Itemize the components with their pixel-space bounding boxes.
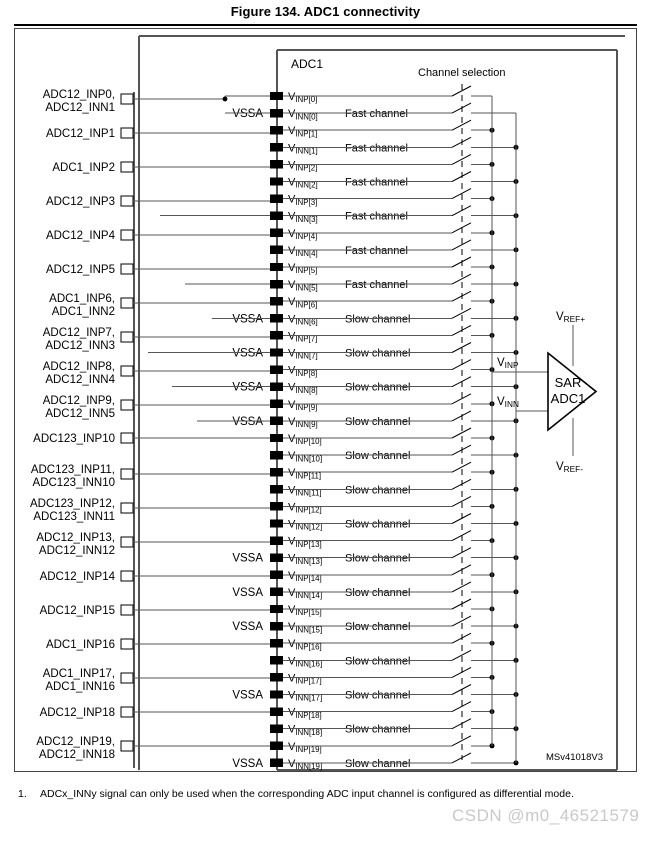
channel-speed-label: Slow channel bbox=[345, 723, 411, 736]
svg-text:VINN[5]: $V_{INN[5]}$ bbox=[288, 279, 318, 293]
adc-port-vinp bbox=[270, 502, 283, 510]
vinn-label bbox=[288, 177, 318, 190]
pin-pad bbox=[121, 196, 133, 206]
vinp-label bbox=[288, 536, 322, 549]
adc-port-vinn bbox=[270, 519, 283, 527]
vssa-label: VSSA bbox=[232, 347, 263, 360]
vrefp-label bbox=[556, 311, 585, 324]
vssa-label: VSSA bbox=[232, 586, 263, 599]
svg-text:VINN[2]: $V_{INN[2]}$ bbox=[288, 176, 318, 190]
channel-speed-label: Slow channel bbox=[345, 552, 411, 565]
vinn-label bbox=[288, 279, 318, 292]
vinn-label bbox=[288, 690, 322, 703]
pin-label-secondary: ADC123_INN10 bbox=[32, 477, 115, 489]
pin-pad bbox=[121, 264, 133, 274]
pin-label-secondary: ADC1_INN16 bbox=[45, 681, 115, 693]
vinp-label bbox=[288, 194, 317, 207]
adc-port-vinn bbox=[270, 451, 283, 459]
pin-label: ADC12_INP13, bbox=[36, 532, 115, 544]
switch-blade-inn bbox=[452, 753, 471, 763]
pin-label: ADC1_INP2 bbox=[52, 162, 115, 174]
switch-blade-inn bbox=[452, 445, 471, 455]
svg-text:VINN[0]: $V_{INN[0]}$ bbox=[288, 108, 318, 122]
svg-text:VINP[8]: $V_{INP[8]}$ bbox=[288, 364, 318, 378]
svg-text:VINP[16]: $V_{INP[16]}$ bbox=[288, 638, 322, 652]
svg-text:VINN[7]: $V_{INN[7]}$ bbox=[288, 347, 318, 361]
adc-port-vinp bbox=[270, 263, 283, 271]
adc-port-vinp bbox=[270, 229, 283, 237]
svg-text:VINN[14]: $V_{INN[14]}$ bbox=[288, 586, 323, 601]
vinn-label bbox=[288, 587, 322, 600]
vinn-label bbox=[288, 108, 318, 121]
vssa-label: VSSA bbox=[232, 689, 263, 702]
adc-port-vinp bbox=[270, 434, 283, 442]
vinn-label bbox=[288, 382, 318, 395]
pin-pad bbox=[121, 571, 133, 581]
channel-speed-label: Slow channel bbox=[345, 313, 411, 326]
pin-label: ADC1_INP6, bbox=[49, 293, 115, 305]
svg-text:VINP[0]: $V_{INP[0]}$ bbox=[288, 91, 318, 105]
pin-label: ADC12_INP1 bbox=[45, 128, 115, 140]
vinp-label bbox=[288, 501, 322, 514]
vrefn-label bbox=[556, 461, 583, 474]
pin-pad bbox=[121, 605, 133, 615]
vinn-label bbox=[288, 724, 322, 737]
vinp-label bbox=[288, 672, 322, 685]
adc-port-vinn bbox=[270, 417, 283, 425]
pin-label: ADC12_INP0, bbox=[42, 89, 115, 101]
vinp-label bbox=[288, 91, 317, 104]
adc-port-vinp bbox=[270, 297, 283, 305]
switch-blade-inp bbox=[452, 599, 471, 609]
vinn-label bbox=[288, 245, 318, 258]
pin-label-secondary: ADC12_INN12 bbox=[38, 545, 115, 557]
adc-port-vinn bbox=[270, 348, 283, 356]
channel-speed-label: Fast channel bbox=[345, 279, 408, 292]
svg-text:VINN[3]: $V_{INN[3]}$ bbox=[288, 210, 318, 224]
svg-text:VINP[13]: $V_{INP[13]}$ bbox=[288, 535, 322, 549]
adc-port-vinn bbox=[270, 246, 283, 254]
adc-port-vinn bbox=[270, 622, 283, 630]
vinp-label bbox=[288, 330, 317, 343]
svg-text:VINP[18]: $V_{INP[18]}$ bbox=[288, 706, 322, 720]
vssa-label: VSSA bbox=[232, 108, 263, 121]
svg-text:VINP[10]: $V_{INP[10]}$ bbox=[288, 433, 322, 447]
pin-label-secondary: ADC12_INN5 bbox=[45, 408, 115, 420]
svg-text:VINP[6]: $V_{INP[6]}$ bbox=[288, 296, 318, 310]
channel-speed-label: Slow channel bbox=[345, 450, 411, 463]
pin-label: ADC1_INP17, bbox=[42, 668, 115, 680]
footnote-number: 1. bbox=[18, 788, 27, 800]
channel-speed-label: Slow channel bbox=[345, 586, 411, 599]
svg-text:VINP[9]: $V_{INP[9]}$ bbox=[288, 398, 318, 412]
adc-port-vinp bbox=[270, 605, 283, 613]
svg-text:VREF+: VREF+ bbox=[556, 311, 586, 325]
svg-text:VINN[13]: $V_{INN[13]}$ bbox=[288, 552, 323, 566]
adc-port-vinp bbox=[270, 126, 283, 134]
vinn-label bbox=[288, 484, 322, 497]
svg-text:VINN[4]: $V_{INN[4]}$ bbox=[288, 244, 318, 259]
svg-text:VREF-: VREF- bbox=[556, 461, 583, 475]
adc-port-vinp bbox=[270, 536, 283, 544]
figure-code: MSv41018V3 bbox=[545, 752, 603, 763]
pin-label-secondary: ADC12_INN3 bbox=[45, 340, 115, 352]
pin-label-secondary: ADC1_INN2 bbox=[51, 306, 115, 318]
pin-label: ADC123_INP10 bbox=[33, 433, 115, 445]
pin-label: ADC12_INP14 bbox=[39, 571, 115, 583]
adc-port-vinn bbox=[270, 759, 283, 767]
channel-speed-label: Slow channel bbox=[345, 381, 411, 394]
vinn-label bbox=[288, 655, 322, 668]
svg-text:VINN[15]: $V_{INN[15]}$ bbox=[288, 621, 323, 635]
pin-pad bbox=[121, 433, 133, 443]
adc-port-vinp bbox=[270, 571, 283, 579]
pin-label: ADC1_INP16 bbox=[45, 639, 115, 651]
svg-text:VINP[3]: $V_{INP[3]}$ bbox=[288, 193, 318, 207]
channel-speed-label: Fast channel bbox=[345, 108, 408, 121]
svg-text:VINP[17]: $V_{INP[17]}$ bbox=[288, 672, 322, 686]
pin-label: ADC12_INP5 bbox=[45, 264, 115, 276]
adc-port-vinp bbox=[270, 707, 283, 715]
adc-port-vinn bbox=[270, 554, 283, 562]
vinp-label bbox=[288, 638, 322, 651]
channel-speed-label: Slow channel bbox=[345, 347, 411, 360]
adc-port-vinp bbox=[270, 92, 283, 100]
svg-text:VINP: VINP bbox=[497, 357, 519, 371]
adc-port-vinn bbox=[270, 690, 283, 698]
svg-text:VINP[14]: $V_{INP[14]}$ bbox=[288, 569, 322, 583]
svg-text:VINP[19]: $V_{INP[19]}$ bbox=[288, 740, 322, 754]
svg-text:VINP[12]: $V_{INP[12]}$ bbox=[288, 501, 322, 515]
vinn-label bbox=[288, 211, 318, 224]
vinp-label bbox=[288, 262, 317, 275]
adc-port-vinn bbox=[270, 485, 283, 493]
pin-pad bbox=[121, 537, 133, 547]
pin-pad bbox=[121, 639, 133, 649]
svg-text:VINP[5]: $V_{INP[5]}$ bbox=[288, 262, 318, 276]
watermark: CSDN @m0_46521579 bbox=[452, 806, 640, 825]
vinp-label bbox=[288, 159, 317, 172]
vinp-label bbox=[288, 399, 317, 412]
vinn-label bbox=[288, 348, 318, 361]
svg-text:VINN[11]: $V_{INN[11]}$ bbox=[288, 484, 322, 498]
channel-speed-label: Slow channel bbox=[345, 621, 411, 634]
svg-text:VINN[18]: $V_{INN[18]}$ bbox=[288, 723, 323, 737]
adc-port-vinn bbox=[270, 212, 283, 220]
pin-pad bbox=[121, 503, 133, 513]
adc-port-vinp bbox=[270, 673, 283, 681]
sar-label-line1: SAR bbox=[554, 375, 582, 390]
svg-text:VINN: VINN bbox=[497, 396, 519, 410]
pin-pad bbox=[121, 469, 133, 479]
svg-text:VINN[16]: $V_{INN[16]}$ bbox=[288, 655, 323, 669]
switch-blade-inn bbox=[452, 137, 471, 147]
vinp-label bbox=[288, 741, 322, 754]
pin-label: ADC12_INP18 bbox=[39, 707, 115, 719]
pin-wire-junction bbox=[223, 97, 228, 102]
adc-port-vinn bbox=[270, 177, 283, 185]
vinn-label bbox=[288, 553, 322, 566]
svg-text:VINP[15]: $V_{INP[15]}$ bbox=[288, 604, 322, 618]
adc-port-vinn bbox=[270, 383, 283, 391]
pin-label: ADC12_INP3 bbox=[45, 196, 115, 208]
adc-port-vinp bbox=[270, 639, 283, 647]
vssa-label: VSSA bbox=[232, 757, 263, 770]
pin-pad bbox=[121, 162, 133, 172]
svg-text:VINN[8]: $V_{INN[8]}$ bbox=[288, 381, 318, 395]
pin-pad bbox=[121, 673, 133, 683]
svg-text:VINN[17]: $V_{INN[17]}$ bbox=[288, 689, 323, 703]
pin-label: ADC12_INP8, bbox=[42, 361, 115, 373]
svg-text:VINN[6]: $V_{INN[6]}$ bbox=[288, 313, 318, 327]
adc-block-title: ADC1 bbox=[291, 57, 324, 71]
adc-port-vinn bbox=[270, 280, 283, 288]
svg-text:VINN[9]: $V_{INN[9]}$ bbox=[288, 415, 318, 430]
channel-speed-label: Fast channel bbox=[345, 142, 408, 155]
svg-text:VINN[12]: $V_{INN[12]}$ bbox=[288, 518, 323, 532]
pin-pad bbox=[121, 94, 133, 104]
vinp-label bbox=[288, 570, 322, 583]
adc-port-vinp bbox=[270, 160, 283, 168]
channel-speed-label: Slow channel bbox=[345, 689, 411, 702]
pin-label: ADC12_INP4 bbox=[45, 230, 115, 242]
pin-label-secondary: ADC12_INN1 bbox=[45, 102, 115, 114]
svg-text:VINN[19]: $V_{INN[19]}$ bbox=[288, 757, 323, 772]
svg-text:VINP[1]: $V_{INP[1]}$ bbox=[288, 125, 318, 139]
page-title: Figure 134. ADC1 connectivity bbox=[230, 4, 421, 19]
vinn-label bbox=[288, 416, 318, 429]
svg-text:VINN[1]: $V_{INN[1]}$ bbox=[288, 142, 318, 156]
adc-port-vinn bbox=[270, 143, 283, 151]
vinn-label bbox=[288, 758, 322, 771]
vinp-label bbox=[288, 296, 317, 309]
vinn-label bbox=[288, 450, 322, 463]
vinp-label bbox=[288, 125, 317, 138]
vinp-label bbox=[288, 433, 322, 446]
vssa-label: VSSA bbox=[232, 552, 263, 565]
vinp-label bbox=[288, 365, 317, 378]
vssa-label: VSSA bbox=[232, 415, 263, 428]
svg-text:VINP[7]: $V_{INP[7]}$ bbox=[288, 330, 318, 344]
adc-port-vinn bbox=[270, 314, 283, 322]
channel-speed-label: Fast channel bbox=[345, 244, 408, 257]
sar-label-line2: ADC1 bbox=[550, 391, 586, 406]
pin-pad bbox=[121, 366, 133, 376]
vinp-label bbox=[288, 707, 322, 720]
channel-speed-label: Slow channel bbox=[345, 415, 411, 428]
channel-speed-label: Slow channel bbox=[345, 484, 411, 497]
svg-text:VINN[10]: $V_{INN[10]}$ bbox=[288, 450, 323, 464]
svg-text:VINP[11]: $V_{INP[11]}$ bbox=[288, 467, 322, 481]
pin-label: ADC12_INP9, bbox=[42, 395, 115, 407]
pin-pad bbox=[121, 400, 133, 410]
svg-text:VINP[4]: $V_{INP[4]}$ bbox=[288, 227, 318, 241]
pin-pad bbox=[121, 332, 133, 342]
pin-label-secondary: ADC123_INN11 bbox=[33, 511, 115, 523]
adc-port-vinp bbox=[270, 468, 283, 476]
channel-speed-label: Fast channel bbox=[345, 210, 408, 223]
vssa-label: VSSA bbox=[232, 381, 263, 394]
channel-selection-label: Channel selection bbox=[418, 67, 506, 79]
adc-port-vinp bbox=[270, 331, 283, 339]
vinn-label bbox=[288, 313, 318, 326]
adc-port-vinn bbox=[270, 588, 283, 596]
vssa-label: VSSA bbox=[232, 313, 263, 326]
pin-label: ADC123_INP12, bbox=[29, 498, 115, 510]
pin-label-secondary: ADC12_INN4 bbox=[45, 374, 115, 386]
pin-pad bbox=[121, 707, 133, 717]
svg-text:VINP[2]: $V_{INP[2]}$ bbox=[288, 159, 318, 173]
pin-pad bbox=[121, 298, 133, 308]
pin-pad bbox=[121, 128, 133, 138]
vinn-label bbox=[288, 142, 318, 155]
footnote-text: ADCx_INNy signal can only be used when the corresponding ADC input channel is configured as differential mode. bbox=[40, 788, 574, 800]
vinp-label bbox=[288, 228, 317, 241]
adc-port-vinp bbox=[270, 365, 283, 373]
adc-port-vinp bbox=[270, 742, 283, 750]
pin-label: ADC12_INP7, bbox=[42, 327, 115, 339]
channel-speed-label: Fast channel bbox=[345, 176, 408, 189]
vinp-label bbox=[288, 467, 321, 480]
adc-port-vinp bbox=[270, 194, 283, 202]
adc-port-vinn bbox=[270, 656, 283, 664]
adc-port-vinp bbox=[270, 400, 283, 408]
vinn-label bbox=[288, 621, 322, 634]
adc-port-vinn bbox=[270, 725, 283, 733]
vinn-label bbox=[288, 519, 322, 532]
switch-blade-inp bbox=[452, 291, 471, 301]
channel-speed-label: Slow channel bbox=[345, 518, 411, 531]
pin-label: ADC12_INP15 bbox=[39, 605, 115, 617]
pin-pad bbox=[121, 230, 133, 240]
pin-label-secondary: ADC12_INN18 bbox=[38, 749, 115, 761]
adc-port-vinn bbox=[270, 109, 283, 117]
pin-label: ADC123_INP11, bbox=[30, 464, 115, 476]
pin-pad bbox=[121, 741, 133, 751]
vssa-label: VSSA bbox=[232, 621, 263, 634]
channel-speed-label: Slow channel bbox=[345, 655, 411, 668]
channel-speed-label: Slow channel bbox=[345, 757, 411, 770]
pin-label: ADC12_INP19, bbox=[36, 736, 115, 748]
vinp-label bbox=[288, 604, 322, 617]
